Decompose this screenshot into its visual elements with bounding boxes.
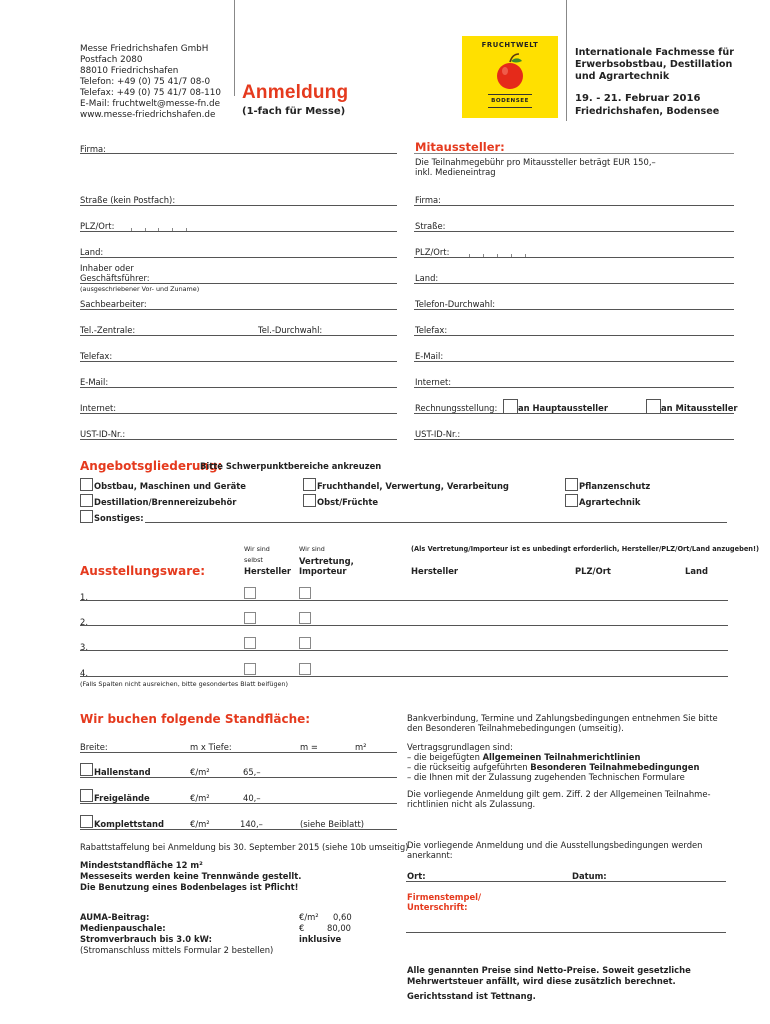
hallenstand-unit: €/m² bbox=[190, 767, 210, 777]
label-agrartechnik: Agrartechnik bbox=[579, 497, 641, 507]
apple-icon bbox=[492, 52, 528, 92]
logo-rule-bottom bbox=[488, 107, 532, 108]
company-name: Messe Friedrichshafen GmbH bbox=[80, 44, 209, 54]
checkbox-komplettstand[interactable] bbox=[80, 815, 93, 828]
co-exhibitor-rule bbox=[414, 153, 734, 154]
field-sonstiges[interactable] bbox=[145, 522, 727, 523]
company-phone: Telefon: +49 (0) 75 41/7 08-0 bbox=[80, 77, 211, 87]
label-medienpauschale: Medienpauschale: bbox=[80, 923, 166, 933]
plz-tick bbox=[469, 254, 470, 257]
plz-tick bbox=[483, 254, 484, 257]
label-breite: Breite: bbox=[80, 742, 108, 752]
checkbox-obst[interactable] bbox=[303, 494, 316, 507]
label-freigelaende: Freigelände bbox=[94, 793, 150, 803]
label-sonstiges: Sonstiges: bbox=[94, 513, 144, 523]
fair-location: Friedrichshafen, Bodensee bbox=[575, 106, 720, 117]
auma-value: 0,60 bbox=[333, 912, 352, 922]
label-an-mitaussteller: an Mitaussteller bbox=[661, 403, 738, 413]
field-unterschrift[interactable] bbox=[406, 932, 726, 933]
field-telefon[interactable] bbox=[80, 335, 397, 336]
gilt-text-1: Die vorliegende Anmeldung gilt gem. Ziff. 2 der Allgemeinen Teilnahme- bbox=[407, 789, 711, 799]
fruchtwelt-logo bbox=[462, 36, 558, 118]
checkbox-row2-vertretung[interactable] bbox=[299, 612, 311, 624]
freigelaende-unit: €/m² bbox=[190, 793, 210, 803]
vertrag-item-2 bbox=[407, 762, 699, 772]
trennwaende-note: Messeseits werden keine Trennwände gestellt. bbox=[80, 871, 302, 881]
field-ustid[interactable] bbox=[80, 439, 397, 440]
label-fruchthandel: Fruchthandel, Verwertung, Verarbeitung bbox=[317, 481, 509, 491]
label-co-strasse: Straße: bbox=[415, 221, 446, 231]
col-selbst-hersteller: Hersteller bbox=[244, 566, 292, 576]
label-pflanzenschutz: Pflanzenschutz bbox=[579, 481, 651, 491]
label-auma: AUMA-Beitrag: bbox=[80, 912, 150, 922]
label-firmenstempel: Firmenstempel/ bbox=[407, 892, 482, 902]
fair-title-line1: Internationale Fachmesse für bbox=[575, 47, 734, 58]
label-unterschrift: Unterschrift: bbox=[407, 902, 468, 912]
checkbox-row2-hersteller[interactable] bbox=[244, 612, 256, 624]
field-co-plz-ort[interactable] bbox=[414, 257, 734, 258]
field-freigelaende[interactable] bbox=[80, 803, 397, 804]
field-row4[interactable] bbox=[80, 676, 728, 677]
checkbox-obstbau[interactable] bbox=[80, 478, 93, 491]
col-hersteller: Hersteller bbox=[411, 566, 459, 576]
plz-tick bbox=[511, 254, 512, 257]
angebot-subheading: Bitte Schwerpunktbereiche ankreuzen bbox=[200, 461, 382, 471]
row-number: 4. bbox=[80, 668, 88, 678]
label-destillation: Destillation/Brennereizubehör bbox=[94, 497, 237, 507]
rabatt-text: Rabattstaffelung bei Anmeldung bis 30. September 2015 (siehe 10b umseitig) bbox=[80, 842, 409, 852]
komplettstand-note: (siehe Beiblatt) bbox=[300, 819, 365, 829]
label-firma: Firma: bbox=[80, 144, 106, 154]
field-land[interactable] bbox=[80, 257, 397, 258]
label-tiefe: m x Tiefe: bbox=[190, 742, 232, 752]
bank-text-1: Bankverbindung, Termine und Zahlungsbedingungen entnehmen Sie bitte bbox=[407, 713, 718, 723]
company-website[interactable]: www.messe-friedrichshafen.de bbox=[80, 110, 216, 120]
plz-tick bbox=[186, 228, 187, 231]
checkbox-row3-vertretung[interactable] bbox=[299, 637, 311, 649]
stand-heading: Wir buchen folgende Standfläche: bbox=[80, 712, 311, 726]
checkbox-sonstiges[interactable] bbox=[80, 510, 93, 523]
form-subtitle: (1-fach für Messe) bbox=[242, 106, 346, 117]
label-datum: Datum: bbox=[572, 871, 607, 881]
label-inhaber-1: Inhaber oder bbox=[80, 263, 134, 273]
komplettstand-price: 140,– bbox=[240, 819, 263, 829]
field-firma[interactable] bbox=[80, 153, 397, 154]
header-divider-right bbox=[566, 0, 567, 121]
co-exhibitor-fee-1: Die Teilnahmegebühr pro Mitaussteller beträgt EUR 150,– bbox=[415, 157, 656, 167]
checkbox-an-hauptaussteller[interactable] bbox=[503, 399, 518, 414]
checkbox-fruchthandel[interactable] bbox=[303, 478, 316, 491]
label-internet: Internet: bbox=[80, 403, 117, 413]
fair-title-line3: und Agrartechnik bbox=[575, 71, 670, 82]
checkbox-destillation[interactable] bbox=[80, 494, 93, 507]
co-exhibitor-fee-2: inkl. Medieneintrag bbox=[415, 167, 496, 177]
angebot-heading: Angebotsgliederung: bbox=[80, 459, 223, 473]
field-co-email[interactable] bbox=[414, 361, 734, 362]
label-co-telefax: Telefax: bbox=[415, 325, 448, 335]
label-an-hauptaussteller: an Hauptaussteller bbox=[518, 403, 608, 413]
medien-value: 80,00 bbox=[327, 923, 351, 933]
checkbox-freigelaende[interactable] bbox=[80, 789, 93, 802]
gilt-text-2: richtlinien nicht als Zulassung. bbox=[407, 799, 536, 809]
field-plz-ort[interactable] bbox=[80, 231, 397, 232]
netto-text-2: Mehrwertsteuer anfällt, wird diese zusätzlich berechnet. bbox=[407, 976, 676, 986]
checkbox-pflanzenschutz[interactable] bbox=[565, 478, 578, 491]
netto-text-1: Alle genannten Preise sind Netto-Preise. Soweit gesetzliche bbox=[407, 965, 691, 975]
komplettstand-unit: €/m² bbox=[190, 819, 210, 829]
fair-title-line2: Erwerbsobstbau, Destillation bbox=[575, 59, 733, 70]
label-komplettstand: Komplettstand bbox=[94, 819, 164, 829]
plz-tick bbox=[158, 228, 159, 231]
checkbox-an-mitaussteller[interactable] bbox=[646, 399, 661, 414]
vertrag-item-1 bbox=[407, 752, 640, 762]
strom-note: (Stromanschluss mittels Formular 2 bestellen) bbox=[80, 945, 274, 955]
checkbox-row3-hersteller[interactable] bbox=[244, 637, 256, 649]
checkbox-row4-vertretung[interactable] bbox=[299, 663, 311, 675]
label-telefax: Telefax: bbox=[80, 351, 113, 361]
field-co-ustid[interactable] bbox=[414, 439, 734, 440]
field-row3[interactable] bbox=[80, 650, 728, 651]
col-plz-ort: PLZ/Ort bbox=[575, 566, 611, 576]
label-m-eq: m = bbox=[300, 742, 318, 752]
label-sachbearbeiter: Sachbearbeiter: bbox=[80, 299, 147, 309]
field-internet[interactable] bbox=[80, 413, 397, 414]
form-title: Anmeldung bbox=[242, 82, 349, 103]
col-land: Land bbox=[685, 566, 708, 576]
col-vertretung-1: Vertretung, bbox=[299, 556, 354, 566]
field-inhaber[interactable] bbox=[80, 283, 397, 284]
label-hallenstand: Hallenstand bbox=[94, 767, 151, 777]
vertrag-item-3: – die Ihnen mit der Zulassung zugehenden Technischen Formulare bbox=[407, 772, 685, 782]
row-number: 3. bbox=[80, 642, 88, 652]
strom-value: inklusive bbox=[299, 934, 342, 944]
label-co-land: Land: bbox=[415, 273, 439, 283]
logo-text-top: FRUCHTWELT bbox=[481, 41, 539, 49]
checkbox-row4-hersteller[interactable] bbox=[244, 663, 256, 675]
anerkannt-text-2: anerkannt: bbox=[407, 850, 453, 860]
label-obst: Obst/Früchte bbox=[317, 497, 379, 507]
field-row2[interactable] bbox=[80, 625, 728, 626]
company-postbox: Postfach 2080 bbox=[80, 55, 143, 65]
medien-unit: € bbox=[299, 923, 305, 933]
label-email: E-Mail: bbox=[80, 377, 109, 387]
plz-tick bbox=[131, 228, 132, 231]
checkbox-hallenstand[interactable] bbox=[80, 763, 93, 776]
field-row1[interactable] bbox=[80, 600, 728, 601]
checkbox-row1-hersteller[interactable] bbox=[244, 587, 256, 599]
plz-tick bbox=[172, 228, 173, 231]
plz-tick bbox=[497, 254, 498, 257]
label-tel-zentrale: Tel.-Zentrale: bbox=[80, 325, 136, 335]
gerichtsstand: Gerichtsstand ist Tettnang. bbox=[407, 991, 536, 1001]
ausstellung-footnote: (Falls Spalten nicht ausreichen, bitte gesondertes Blatt beifügen) bbox=[80, 680, 288, 688]
label-plz-ort: PLZ/Ort: bbox=[80, 221, 115, 231]
row-number: 2. bbox=[80, 617, 88, 627]
anerkannt-text-1: Die vorliegende Anmeldung und die Ausstellungsbedingungen werden bbox=[407, 840, 703, 850]
company-fax: Telefax: +49 (0) 75 41/7 08-110 bbox=[80, 88, 221, 98]
label-co-plz-ort: PLZ/Ort: bbox=[415, 247, 450, 257]
field-sachbearbeiter[interactable] bbox=[80, 309, 397, 310]
vertrag-item-2-bold: Besonderen Teilnahmebedingungen bbox=[530, 762, 700, 772]
auma-unit: €/m² bbox=[299, 912, 319, 922]
field-co-telefax[interactable] bbox=[414, 335, 734, 336]
col-vertretung-small: Wir sind bbox=[299, 545, 325, 553]
label-m2: m² bbox=[355, 742, 367, 752]
label-rechnung: Rechnungsstellung: bbox=[415, 403, 498, 413]
label-stromverbrauch: Stromverbrauch bis 3.0 kW: bbox=[80, 934, 212, 944]
logo-text-bottom: BODENSEE bbox=[491, 98, 529, 104]
field-co-land[interactable] bbox=[414, 283, 734, 284]
col-hersteller-small-2: selbst bbox=[244, 556, 263, 564]
label-inhaber-2: Geschäftsführer: bbox=[80, 273, 150, 283]
logo-rule-top bbox=[488, 94, 532, 95]
vertrag-heading: Vertragsgrundlagen sind: bbox=[407, 742, 513, 752]
bank-text-2: den Besonderen Teilnahmebedingungen (umseitig). bbox=[407, 723, 624, 733]
checkbox-agrartechnik[interactable] bbox=[565, 494, 578, 507]
vertrag-item-2-prefix: – die rückseitig aufgeführten bbox=[407, 762, 531, 772]
label-co-ustid: UST-ID-Nr.: bbox=[415, 429, 461, 439]
field-co-internet[interactable] bbox=[414, 387, 734, 388]
field-strasse[interactable] bbox=[80, 205, 397, 206]
field-co-strasse[interactable] bbox=[414, 231, 734, 232]
inhaber-note: (ausgeschriebener Vor- und Zuname) bbox=[80, 285, 200, 293]
field-hallenstand[interactable] bbox=[80, 777, 397, 778]
co-exhibitor-heading: Mitaussteller: bbox=[415, 140, 505, 154]
freigelaende-price: 40,– bbox=[243, 793, 261, 803]
label-co-email: E-Mail: bbox=[415, 351, 444, 361]
ausstellung-heading: Ausstellungsware: bbox=[80, 564, 206, 578]
plz-tick bbox=[145, 228, 146, 231]
field-telefax[interactable] bbox=[80, 361, 397, 362]
label-obstbau: Obstbau, Maschinen und Geräte bbox=[94, 481, 246, 491]
field-rechnung bbox=[414, 413, 734, 414]
label-ustid: UST-ID-Nr.: bbox=[80, 429, 126, 439]
field-standmasse[interactable] bbox=[80, 752, 397, 753]
field-co-firma[interactable] bbox=[414, 205, 734, 206]
label-tel-durchwahl: Tel.-Durchwahl: bbox=[258, 325, 323, 335]
bodenbelag-note: Die Benutzung eines Bodenbelages ist Pflicht! bbox=[80, 882, 299, 892]
label-co-telefon: Telefon-Durchwahl: bbox=[415, 299, 496, 309]
label-land: Land: bbox=[80, 247, 104, 257]
label-co-internet: Internet: bbox=[415, 377, 452, 387]
col-hersteller-small-1: Wir sind bbox=[244, 545, 270, 553]
field-co-telefon[interactable] bbox=[414, 309, 734, 310]
ausstellung-note: (Als Vertretung/Importeur ist es unbedingt erforderlich, Hersteller/PLZ/Ort/Land anzugeben!) bbox=[411, 545, 760, 553]
label-co-firma: Firma: bbox=[415, 195, 441, 205]
hallenstand-price: 65,– bbox=[243, 767, 261, 777]
label-ort: Ort: bbox=[407, 871, 426, 881]
field-komplettstand[interactable] bbox=[80, 829, 397, 830]
field-ort-datum[interactable] bbox=[406, 881, 726, 882]
company-city: 88010 Friedrichshafen bbox=[80, 66, 179, 76]
field-email[interactable] bbox=[80, 387, 397, 388]
plz-tick bbox=[525, 254, 526, 257]
company-email[interactable]: E-Mail: fruchtwelt@messe-fn.de bbox=[80, 99, 221, 109]
label-strasse: Straße (kein Postfach): bbox=[80, 195, 176, 205]
vertrag-item-1-bold: Allgemeinen Teilnahmerichtlinien bbox=[482, 752, 641, 762]
fair-date: 19. - 21. Februar 2016 bbox=[575, 93, 701, 104]
checkbox-row1-vertretung[interactable] bbox=[299, 587, 311, 599]
mindeststandflaeche: Mindeststandfläche 12 m² bbox=[80, 860, 203, 870]
vertrag-item-1-prefix: – die beigefügten bbox=[407, 752, 483, 762]
row-number: 1. bbox=[80, 592, 88, 602]
col-vertretung-2: Importeur bbox=[299, 566, 347, 576]
header-divider bbox=[234, 0, 235, 96]
